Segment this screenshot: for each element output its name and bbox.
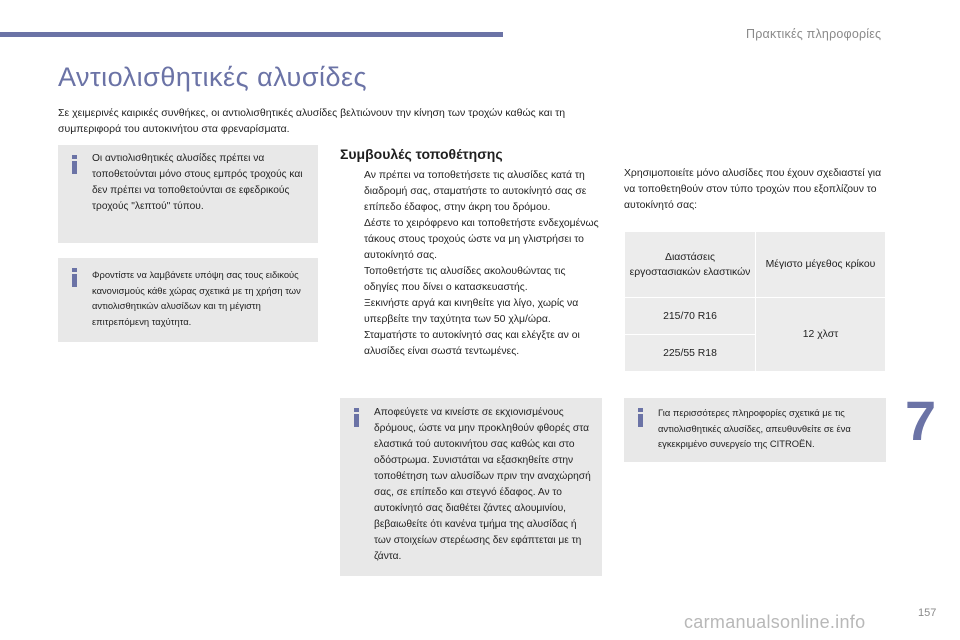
list-item: Αν πρέπει να τοποθετήσετε τις αλυσίδες κατά τη διαδρομή σας, σταματήστε το αυτοκίνητό σας σε επίπεδο έδαφος, στην άκρη του δρόμου. <box>364 170 587 213</box>
info-box-text: Αποφεύγετε να κινείστε σε εκχιονισμένους δρόμους, ώστε να μην προκληθούν φθορές στα ελαστικά τού αυτοκινήτου σας καθώς και στο οδόστρωμα. Συνιστάται να εξασκηθείτε στην τοποθέτηση των αλυσίδων πριν την αναχώρησή σας, σε επίπεδο και στεγνό έδαφος. Αν το αυτοκίνητό σας διαθέτει ζάντες αλουμινίου, βεβαιωθείτε ότι κανένα τμήμα της αλυσίδας ή των στοιχείων στερέωσης δεν εφάπτεται με τη ζάντα. <box>374 407 591 562</box>
table-cell-tyre-size: 215/70 R16 <box>625 298 756 335</box>
intro-paragraph: Σε χειμερινές καιρικές συνθήκες, οι αντιολισθητικές αλυσίδες βελτιώνουν την κίνηση των τροχών καθώς και τη συμπεριφορά του αυτοκινήτου στα φρεναρίσματα. <box>58 107 566 135</box>
header-accent-bar <box>0 32 503 37</box>
table-cell-tyre-size: 225/55 R18 <box>625 335 756 372</box>
info-box-regulations <box>58 258 318 342</box>
info-box-text: Φροντίστε να λαμβάνετε υπόψη σας τους ειδικούς κανονισμούς κάθε χώρας σχετικά με τη χρήση των αντιολισθητικών αλυσίδων και τη μέγιστη επιτρεπόμενη ταχύτητα. <box>92 269 301 327</box>
info-box-front-wheels <box>58 145 318 243</box>
info-icon <box>638 408 644 427</box>
page-title: Αντιολισθητικές αλυσίδες <box>58 62 368 92</box>
table-cell-max-link: 12 χλστ <box>756 298 886 372</box>
info-box-text: Για περισσότερες πληροφορίες σχετικά με τις αντιολισθητικές αλυσίδες, απευθυνθείτε σε ένα εγκεκριμένο συνεργείο της CITROËN. <box>658 407 851 449</box>
info-box-dealer <box>624 398 886 462</box>
advice-list <box>340 168 602 360</box>
list-item: Ξεκινήστε αργά και κινηθείτε για λίγο, χωρίς να υπερβείτε την ταχύτητα των 50 χλμ/ώρα. <box>364 298 579 325</box>
info-icon <box>72 155 78 174</box>
info-box-snow-roads <box>340 398 602 576</box>
tyre-chain-table <box>624 231 886 372</box>
info-icon <box>354 408 360 427</box>
table-header-dimensions: Διαστάσεις εργοστασιακών ελαστικών <box>625 232 756 298</box>
list-item: Δέστε το χειρόφρενο και τοποθετήστε ενδεχομένως τάκους στους τροχούς ώστε να μη γλιστρήσει το αυτοκίνητό σας. <box>364 218 599 261</box>
list-item: Σταματήστε το αυτοκίνητό σας και ελέγξτε αν οι αλυσίδες είναι σωστά τεντωμένες. <box>364 330 580 357</box>
info-box-text: Οι αντιολισθητικές αλυσίδες πρέπει να τοποθετούνται μόνο στους εμπρός τροχούς και δεν πρέπει να τοποθετούνται σε εφεδρικούς τροχούς "λεπτού" τύπου. <box>92 153 303 212</box>
page-number: 157 <box>918 607 937 619</box>
tyres-intro: Χρησιμοποιείτε μόνο αλυσίδες που έχουν σχεδιαστεί για να τοποθετηθούν στον τύπο τροχών που εξοπλίζουν το αυτοκίνητό σας: <box>624 168 882 211</box>
watermark: carmanualsonline.info <box>684 612 866 632</box>
list-item: Τοποθετήστε τις αλυσίδες ακολουθώντας τις οδηγίες που δίνει ο κατασκευαστής. <box>364 266 566 293</box>
table-header-max-link: Μέγιστο μέγεθος κρίκου <box>756 232 886 298</box>
advice-title: Συμβουλές τοποθέτησης <box>340 146 503 162</box>
section-header: Πρακτικές πληροφορίες <box>746 27 882 41</box>
chapter-number: 7 <box>905 389 937 452</box>
info-icon <box>72 268 78 287</box>
